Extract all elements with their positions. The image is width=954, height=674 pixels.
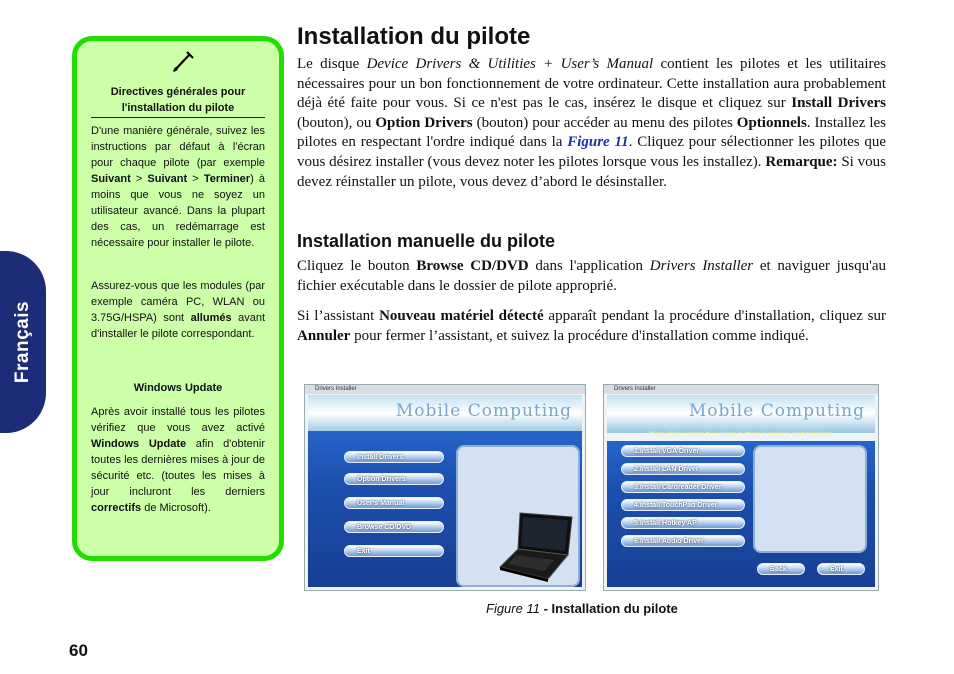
install-drivers-button[interactable]: Install Drivers <box>344 451 444 463</box>
laptop-image <box>498 509 578 584</box>
option-drivers-button[interactable]: Option Drivers <box>344 473 444 485</box>
window-titlebar: Drivers Installer <box>604 385 878 394</box>
note-box <box>72 36 284 561</box>
note-paragraph-windows-update: Après avoir installé tous les pilotes vérifiez que vous avez activé Windows Update afin d'obtenir toutes les dernières mises à jour de sécurité etc. (toutes les mises à jour incluront les derniers correctifs de Microsoft). <box>91 406 265 514</box>
install-order-prompt: Please follow steps from top to bottom in order to install drivers. <box>648 432 834 438</box>
page-number: 60 <box>69 641 88 660</box>
intro-paragraph: Le disque Device Drivers & Utilities + User’s Manual contient les pilotes et les utilitaires nécessaires pour un bon fonctionnement de votre ordinateur. Cette installation aura probablement déjà été faite pour vous. Si ce n'est pas le cas, insérez le disque et cliquez sur Install Drivers (bouton), ou Option Drivers (bouton) pour accéder au menu des pilotes Optionnels. Installez les pilotes en respectant l'ordre indiqué dans la Figure 11. Cliquez pour sélectionner les pilotes que vous désirez installer (vous devez noter les pilotes lorsque vous les installez). Remarque: Si vous devez réinstaller un pilote, vous devez d’abord le désinstaller. <box>297 56 886 190</box>
pencil-icon <box>170 49 196 75</box>
app-panel <box>607 441 875 587</box>
back-button[interactable]: Back <box>757 563 805 575</box>
figure-screenshot-main-menu <box>304 384 586 591</box>
figure-caption: Figure 11 - Installation du pilote <box>486 601 678 616</box>
exit-button[interactable]: Exit <box>344 545 444 557</box>
note-paragraph-general: D'une manière générale, suivez les instructions par défaut à l'écran pour chaque pilote (par exemple Suivant > Suivant > Terminer) à moins que vous ne soyez un utilisateur avancé. Dans la plupart des cas, un redémarrage est nécessaire pour installer le pilote. <box>91 125 265 249</box>
note-divider <box>91 117 265 118</box>
install-vga-driver-button[interactable]: 1.Install VGA Driver <box>621 445 745 457</box>
app-banner <box>607 395 875 433</box>
browse-cd-dvd-button[interactable]: Browse CD/DVD <box>344 521 444 533</box>
app-banner <box>308 395 582 433</box>
install-cardreader-driver-button[interactable]: 3.Install Cardreader Driver <box>621 481 745 493</box>
app-panel <box>308 431 582 587</box>
banner-text: Mobile Computing <box>395 401 572 421</box>
language-tab-label: Français <box>12 300 33 384</box>
install-audio-driver-button[interactable]: 6.Install Audio Driver <box>621 535 745 547</box>
exit-button[interactable]: Exit <box>817 563 865 575</box>
manual-install-paragraph: Cliquez le bouton Browse CD/DVD dans l'application Drivers Installer et naviguer jusqu'au fichier exécutable dans le dossier de pilote approprié. <box>297 258 886 294</box>
banner-text: Mobile Computing <box>688 401 865 421</box>
wizard-paragraph: Si l’assistant Nouveau matériel détecté apparaît pendant la procédure d'installation, cliquez sur Annuler pour fermer l’assistant, et suivez la procédure d'installation comme indiqué. <box>297 308 886 344</box>
install-hotkey-ap-button[interactable]: 5.Install Hotkey AP <box>621 517 745 529</box>
page-title: Installation du pilote <box>297 23 531 50</box>
install-lan-driver-button[interactable]: 2.Install LAN Driver <box>621 463 745 475</box>
users-manual-button[interactable]: User's Manual <box>344 497 444 509</box>
laptop-preview-panel <box>456 445 580 587</box>
note-title: Directives générales pour l'installation du pilote <box>110 86 246 114</box>
driver-info-panel <box>753 445 867 553</box>
window-titlebar: Drivers Installer <box>305 385 585 394</box>
note-subtitle-windows-update: Windows Update <box>133 382 223 394</box>
language-tab <box>0 251 46 433</box>
note-paragraph-modules: Assurez-vous que les modules (par exemple caméra PC, WLAN ou 3.75G/HSPA) sont allumés avant d'installer le pilote correspondant. <box>91 280 266 340</box>
section-title-manual-install: Installation manuelle du pilote <box>297 231 556 251</box>
install-touchpad-driver-button[interactable]: 4.Install TouchPad Driver <box>621 499 745 511</box>
figure-screenshot-driver-list <box>603 384 879 591</box>
figure-reference-link[interactable]: Figure 11 <box>567 134 629 151</box>
